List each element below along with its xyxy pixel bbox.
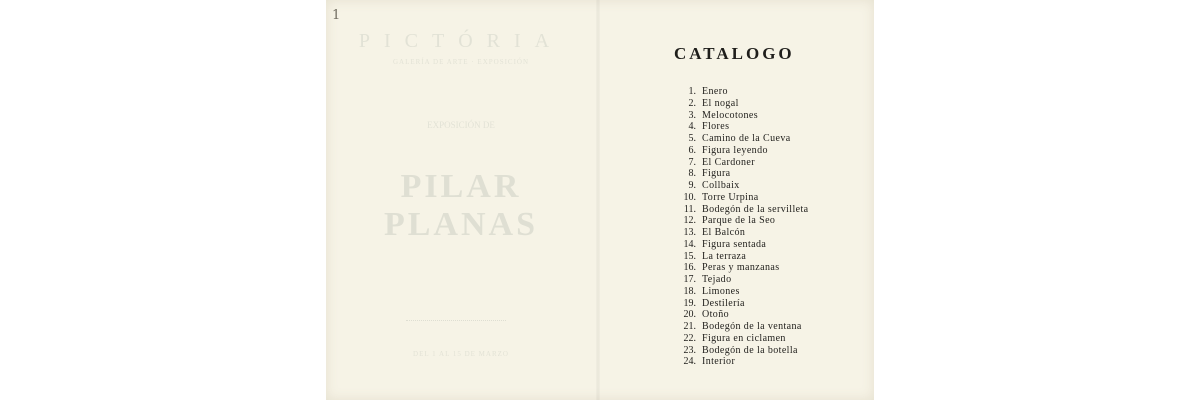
catalog-item [674, 204, 854, 216]
catalog-item-title: Melocotones [702, 109, 759, 121]
catalog-item-title: Enero [702, 86, 728, 97]
catalog-item-title: La terraza [702, 250, 747, 262]
catalog-item-title: Bodegón de la servilleta [702, 203, 809, 215]
catalog-item-title: El nogal [702, 97, 739, 109]
catalog-item [674, 98, 854, 110]
catalog-item-number: 18. [683, 285, 696, 297]
catalog-item-title: Figura en ciclamen [702, 332, 786, 344]
catalog-item-number: 6. [688, 144, 696, 156]
catalog-item [674, 168, 854, 180]
catalog-item [674, 180, 854, 192]
catalog-item [674, 121, 854, 133]
catalog [674, 44, 854, 368]
catalog-item-title: El Cardoner [702, 156, 755, 168]
catalog-item-number: 22. [683, 332, 696, 344]
catalog-item-number: 19. [683, 297, 696, 309]
catalog-title: CATALOGO [674, 44, 795, 63]
catalog-item-title: Peras y manzanas [702, 262, 780, 274]
catalog-item-number: 3. [688, 109, 696, 121]
catalog-item [674, 333, 854, 345]
catalog-item-number: 10. [683, 191, 696, 203]
catalog-item-title: Figura sentada [702, 238, 767, 250]
catalog-item-number: 11. [683, 203, 696, 215]
catalog-item [674, 309, 854, 321]
catalog-item [674, 345, 854, 357]
page-fold [596, 0, 600, 400]
ghost-small: EXPOSICIÓN DE [427, 120, 495, 130]
catalog-item-title: Bodegón de la ventana [702, 321, 802, 332]
catalog-item [674, 86, 854, 98]
ghost-subtitle: GALERÍA DE ARTE · EXPOSICIÓN [392, 58, 530, 66]
catalog-list [674, 86, 854, 368]
catalog-item [674, 145, 854, 157]
catalog-item-title: Figura leyendo [702, 144, 768, 156]
catalog-item-number: 14. [683, 238, 696, 250]
catalog-item-title: Destilería [702, 297, 745, 309]
catalog-item-title: Parque de la Seo [702, 215, 776, 227]
catalog-item-number: 21. [683, 321, 696, 332]
catalog-item-title: Torre Urpina [702, 191, 759, 203]
catalog-item [674, 227, 854, 239]
catalog-item-number: 8. [688, 168, 696, 180]
catalog-item-title: Camino de la Cueva [702, 133, 791, 144]
catalog-item [674, 356, 854, 368]
catalog-item [674, 251, 854, 263]
catalog-item-title: El Balcón [702, 227, 746, 238]
catalog-item [674, 239, 854, 251]
catalog-item [674, 192, 854, 204]
catalog-item-number: 9. [688, 180, 696, 191]
catalog-item [674, 298, 854, 310]
catalog-item-title: Limones [702, 285, 740, 297]
catalog-item [674, 110, 854, 122]
catalog-item-number: 5. [688, 133, 696, 144]
corner-mark: 1 [332, 8, 341, 23]
catalog-item-number: 20. [683, 309, 696, 321]
catalog-item-title: Flores [702, 121, 730, 133]
catalog-item-number: 2. [688, 97, 696, 109]
catalog-item-number: 17. [683, 274, 696, 285]
catalog-item [674, 157, 854, 169]
catalog-item-number: 13. [683, 227, 696, 238]
catalog-item [674, 286, 854, 298]
bleed-through-text [326, 0, 596, 400]
catalog-item [674, 133, 854, 145]
catalog-sheet [326, 0, 874, 400]
ghost-brand: PICTÓRIA [358, 30, 564, 52]
catalog-item-number: 15. [683, 250, 696, 262]
catalog-item-title: Bodegón de la botella [702, 344, 798, 356]
catalog-item-number: 24. [683, 356, 696, 368]
catalog-item [674, 321, 854, 333]
catalog-item-number: 4. [688, 121, 696, 133]
catalog-item-number: 1. [688, 86, 696, 97]
catalog-item-number: 16. [683, 262, 696, 274]
catalog-item-number: 7. [688, 156, 696, 168]
catalog-item-title: Interior [702, 356, 736, 368]
catalog-item [674, 274, 854, 286]
ghost-artist-name: PILAR PLANAS [383, 168, 539, 243]
catalog-item [674, 262, 854, 274]
catalog-item-title: Otoño [702, 309, 729, 321]
catalog-item-number: 12. [683, 215, 696, 227]
ghost-bottom: DEL 1 AL 15 DE MARZO [413, 350, 509, 358]
catalog-item-title: Tejado [702, 274, 732, 285]
catalog-item-title: Collbaix [702, 180, 740, 191]
catalog-item-number: 23. [683, 344, 696, 356]
catalog-item [674, 215, 854, 227]
ghost-ornament [406, 300, 506, 321]
catalog-item-title: Figura [702, 168, 731, 180]
